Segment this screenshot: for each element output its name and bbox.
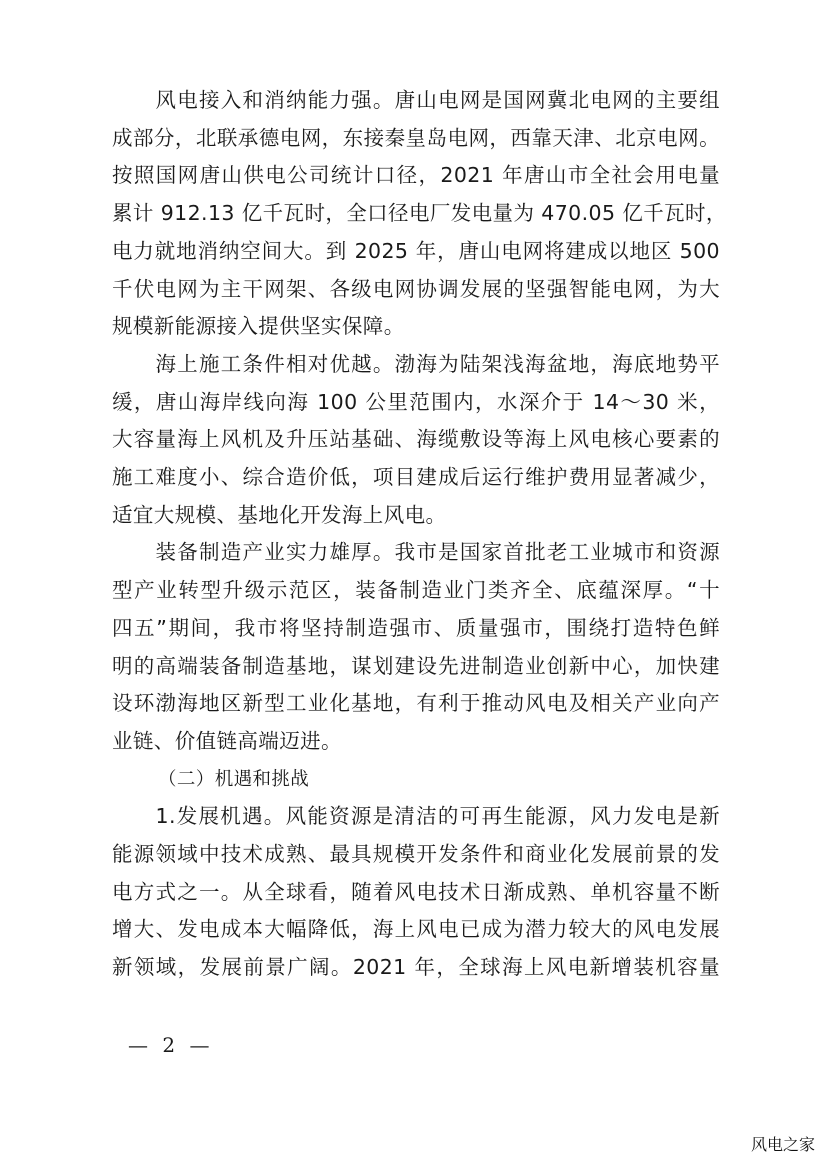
page-number: — 2 — (128, 1033, 214, 1057)
text-line: 业链、价值链高端迈进。 (112, 728, 342, 753)
text-line: 电方式之一。从全球看，随着风电技术日渐成熟、单机容量不断 (112, 879, 720, 904)
section-heading: （二）机遇和挑战 (158, 768, 310, 790)
text-line: 累计 912.13 亿千瓦时，全口径电厂发电量为 470.05 亿千瓦时， (112, 201, 727, 226)
text-line: 能源领域中技术成熟、最具规模开发条件和商业化发展前景的发 (112, 842, 720, 867)
text-line: 千伏电网为主干网架、各级电网协调发展的坚强智能电网，为大 (112, 276, 720, 301)
text-line: 型产业转型升级示范区，装备制造业门类齐全、底蕴深厚。“十 (112, 578, 720, 603)
text-line: 成部分，北联承德电网，东接秦皇岛电网，西靠天津、北京电网。 (112, 125, 720, 150)
text-line: 缓，唐山海岸线向海 100 公里范围内，水深介于 14～30 米， (112, 389, 720, 414)
text-line: 按照国网唐山供电公司统计口径，2021 年唐山市全社会用电量 (112, 163, 720, 188)
text-line: 电力就地消纳空间大。到 2025 年，唐山电网将建成以地区 500 (112, 238, 720, 263)
paragraph-development-opportunity (112, 798, 720, 987)
paragraph-offshore-construction (112, 346, 720, 535)
text-line: 施工难度小、综合造价低，项目建成后运行维护费用显著减少， (112, 465, 720, 490)
text-line: 增大、发电成本大幅降低，海上风电已成为潜力较大的风电发展 (112, 917, 720, 942)
text-line: 大容量海上风机及升压站基础、海缆敷设等海上风电核心要素的 (112, 427, 720, 452)
text-line: 设环渤海地区新型工业化基地，有利于推动风电及相关产业向产 (112, 691, 720, 716)
document-body (112, 82, 727, 987)
text-line: 明的高端装备制造基地，谋划建设先进制造业创新中心，加快建 (112, 653, 720, 678)
text-line: 风电接入和消纳能力强。唐山电网是国网冀北电网的主要组 (112, 88, 720, 112)
text-line: 规模新能源接入提供坚实保障。 (112, 314, 405, 339)
watermark: 风电之家 (750, 1135, 815, 1154)
paragraph-equipment-manufacturing (112, 534, 720, 760)
text-line: 1.发展机遇。风能资源是清洁的可再生能源，风力发电是新 (112, 804, 720, 829)
text-line: 四五”期间，我市将坚持制造强市、质量强市，围绕打造特色鲜 (112, 615, 720, 640)
text-line: 海上施工条件相对优越。渤海为陆架浅海盆地，海底地势平 (112, 351, 720, 376)
text-line: 新领域，发展前景广阔。2021 年，全球海上风电新增装机容量 (112, 955, 720, 980)
text-line: 装备制造产业实力雄厚。我市是国家首批老工业城市和资源 (112, 540, 720, 565)
text-line: 适宜大规模、基地化开发海上风电。 (112, 502, 447, 527)
paragraph-grid-access (112, 82, 727, 346)
